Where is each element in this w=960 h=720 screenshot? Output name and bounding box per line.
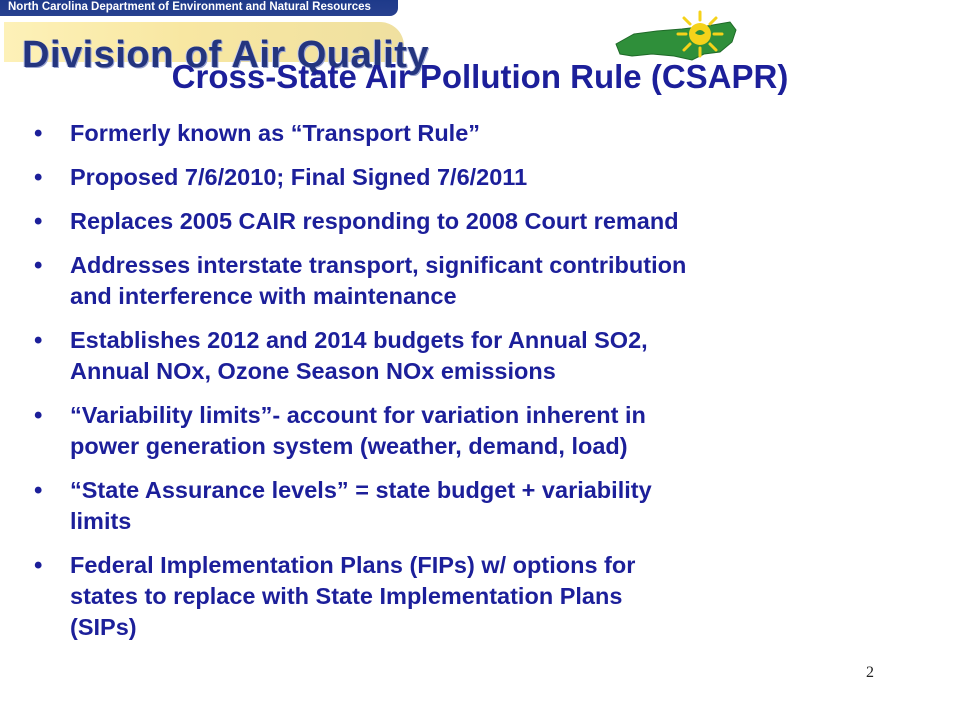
department-name: North Carolina Department of Environment and Natural Resources [8, 1, 371, 13]
department-banner [0, 0, 398, 16]
bullet-text-line: Addresses interstate transport, significant contribution [70, 252, 687, 278]
slide-title: Cross-State Air Pollution Rule (CSAPR) [171, 58, 789, 95]
bullet-text-line: Establishes 2012 and 2014 budgets for Annual SO2, [70, 327, 648, 353]
bullet-item [34, 118, 914, 149]
bullet-text-line: and interference with maintenance [70, 283, 457, 309]
bullet-list [34, 118, 914, 656]
nc-state-shape [616, 22, 736, 60]
bullet-text-line: Formerly known as “Transport Rule” [70, 120, 481, 146]
bullet-item [34, 162, 914, 193]
bullet-dot-icon: • [34, 164, 43, 191]
bullet-item [34, 206, 914, 237]
bullet-text-line: Replaces 2005 CAIR responding to 2008 Court remand [70, 208, 679, 234]
sun-icon [678, 12, 722, 56]
bullet-dot-icon: • [34, 252, 43, 279]
bullet-item [34, 325, 914, 387]
bullet-text-line: “Variability limits”- account for variation inherent in [70, 402, 646, 428]
bullet-text-line: Annual NOx, Ozone Season NOx emissions [70, 358, 556, 384]
bullet-item [34, 550, 914, 643]
bullet-text-line: limits [70, 508, 132, 534]
header-banner [0, 0, 960, 76]
bullet-text-line: “State Assurance levels” = state budget + variability [70, 477, 652, 503]
bullet-dot-icon: • [34, 402, 43, 429]
bullet-item [34, 475, 914, 537]
division-banner [0, 16, 430, 76]
bullet-text-line: states to replace with State Implementation Plans [70, 583, 623, 609]
bullet-dot-icon: • [34, 120, 43, 147]
bullet-text-line: power generation system (weather, demand, load) [70, 433, 628, 459]
bullet-dot-icon: • [34, 327, 43, 354]
bullet-dot-icon: • [34, 552, 43, 579]
bullet-text-line: Proposed 7/6/2010; Final Signed 7/6/2011 [70, 164, 528, 190]
page-number: 2 [866, 664, 874, 681]
division-name: Division of Air Quality [22, 34, 430, 76]
bullet-dot-icon: • [34, 477, 43, 504]
bullet-item [34, 400, 914, 462]
bullet-dot-icon: • [34, 208, 43, 235]
bullet-item [34, 250, 914, 312]
bullet-text-line: Federal Implementation Plans (FIPs) w/ options for [70, 552, 636, 578]
bullet-text-line: (SIPs) [70, 614, 137, 640]
